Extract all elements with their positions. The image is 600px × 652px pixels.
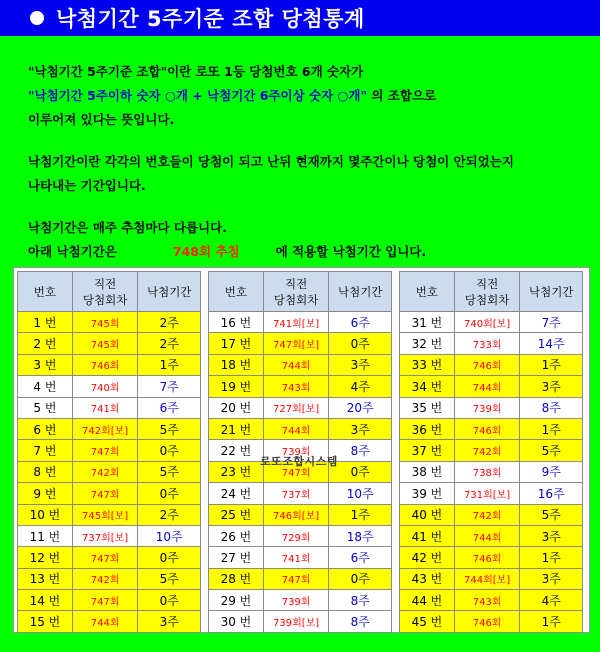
- miss-period-cell: 0주: [138, 547, 201, 568]
- miss-period-cell: 7주: [138, 376, 201, 397]
- last-round-cell: 731회[보]: [454, 483, 520, 504]
- table-row: [400, 590, 583, 611]
- header-last-round: [263, 272, 329, 312]
- stats-table: [13, 267, 590, 633]
- last-round-cell: 740회: [72, 376, 138, 397]
- intro-line-1: "낙첨기간 5주기준 조합"이란 로또 1등 당첨번호 6개 숫자가: [28, 64, 364, 79]
- last-round-cell: 747회: [263, 461, 329, 482]
- table-row: [18, 483, 201, 504]
- number-cell: 12 번: [18, 547, 73, 568]
- number-cell: 2 번: [18, 333, 73, 354]
- last-round-cell: 742회: [72, 461, 138, 482]
- miss-period-cell: 1주: [520, 354, 583, 375]
- number-cell: 5 번: [18, 397, 73, 418]
- last-round-cell: 744회: [72, 611, 138, 632]
- table-row: [400, 376, 583, 397]
- number-cell: 43 번: [400, 568, 455, 589]
- number-cell: 19 번: [209, 376, 264, 397]
- header-miss-period: 낙첨기간: [329, 272, 392, 312]
- last-round-cell: 746회: [72, 354, 138, 375]
- number-cell: 21 번: [209, 418, 264, 439]
- header-last-round-line2: 당첨회차: [273, 292, 319, 307]
- last-round-cell: 742회: [454, 504, 520, 525]
- miss-period-cell: 1주: [520, 418, 583, 439]
- miss-period-cell: 3주: [329, 418, 392, 439]
- last-round-cell: 742회: [72, 568, 138, 589]
- number-cell: 36 번: [400, 418, 455, 439]
- last-round-cell: 744회: [263, 354, 329, 375]
- last-round-cell: 745회: [72, 312, 138, 333]
- table-row: [18, 418, 201, 439]
- miss-period-cell: 1주: [520, 547, 583, 568]
- number-cell: 29 번: [209, 590, 264, 611]
- intro-line-7-suffix: 에 적용할 낙첨기간 입니다.: [275, 244, 427, 259]
- miss-period-cell: 6주: [329, 547, 392, 568]
- last-round-cell: 747회: [72, 547, 138, 568]
- number-cell: 13 번: [18, 568, 73, 589]
- header-last-round-line2: 당첨회차: [82, 292, 128, 307]
- miss-period-cell: 8주: [520, 397, 583, 418]
- number-cell: 7 번: [18, 440, 73, 461]
- number-cell: 37 번: [400, 440, 455, 461]
- number-cell: 14 번: [18, 590, 73, 611]
- number-cell: 25 번: [209, 504, 264, 525]
- table-row: [18, 547, 201, 568]
- table-row: [209, 590, 392, 611]
- number-cell: 28 번: [209, 568, 264, 589]
- last-round-cell: 733회: [454, 333, 520, 354]
- header-miss-period: 낙첨기간: [520, 272, 583, 312]
- number-cell: 34 번: [400, 376, 455, 397]
- miss-period-cell: 3주: [520, 376, 583, 397]
- table-row: [400, 504, 583, 525]
- title-bar: [0, 0, 600, 36]
- miss-period-cell: 1주: [138, 354, 201, 375]
- stats-subtable-2: [208, 271, 392, 633]
- last-round-cell: 739회[보]: [263, 611, 329, 632]
- miss-period-cell: 18주: [329, 525, 392, 546]
- table-row: [18, 440, 201, 461]
- table-row: [400, 568, 583, 589]
- intro-line-7: [28, 240, 588, 264]
- last-round-cell: 739회: [263, 440, 329, 461]
- table-row: [400, 354, 583, 375]
- number-cell: 41 번: [400, 525, 455, 546]
- number-cell: 10 번: [18, 504, 73, 525]
- miss-period-cell: 8주: [329, 590, 392, 611]
- miss-period-cell: 1주: [520, 611, 583, 632]
- table-row: [18, 354, 201, 375]
- number-cell: 40 번: [400, 504, 455, 525]
- last-round-cell: 739회: [454, 397, 520, 418]
- miss-period-cell: 10주: [138, 525, 201, 546]
- last-round-cell: 745회[보]: [72, 504, 138, 525]
- table-row: [400, 525, 583, 546]
- table-row: [400, 483, 583, 504]
- header-last-round-line1: 직전: [94, 276, 117, 291]
- last-round-cell: 744회: [454, 525, 520, 546]
- stats-subtable-1: [17, 271, 201, 633]
- last-round-cell: 747회[보]: [263, 333, 329, 354]
- last-round-cell: 745회: [72, 333, 138, 354]
- table-row: [209, 525, 392, 546]
- table-row: [400, 611, 583, 632]
- table-row: [18, 397, 201, 418]
- intro-line-5: 나타내는 기간입니다.: [28, 178, 146, 193]
- number-cell: 6 번: [18, 418, 73, 439]
- number-cell: 15 번: [18, 611, 73, 632]
- table-row: [18, 590, 201, 611]
- last-round-cell: 737회[보]: [72, 525, 138, 546]
- number-cell: 38 번: [400, 461, 455, 482]
- watermark-text: 로또조합시스템: [260, 455, 338, 468]
- table-row: [209, 483, 392, 504]
- miss-period-cell: 6주: [329, 312, 392, 333]
- table-row: [209, 354, 392, 375]
- number-cell: 18 번: [209, 354, 264, 375]
- last-round-cell: 746회[보]: [263, 504, 329, 525]
- last-round-cell: 747회: [72, 590, 138, 611]
- number-cell: 44 번: [400, 590, 455, 611]
- intro-line-6: 낙첨기간은 매주 추첨마다 다릅니다.: [28, 220, 227, 235]
- table-row: [400, 312, 583, 333]
- miss-period-cell: 0주: [138, 440, 201, 461]
- miss-period-cell: 20주: [329, 397, 392, 418]
- miss-period-cell: 8주: [329, 440, 392, 461]
- intro-line-4: 낙첨기간이란 각각의 번호들이 당첨이 되고 난뒤 현재까지 몇주간이나 당첨이 안되었는지: [28, 154, 514, 169]
- last-round-cell: 743회: [263, 376, 329, 397]
- last-round-cell: 747회: [263, 568, 329, 589]
- table-header-row: [400, 272, 583, 312]
- table-row: [209, 611, 392, 632]
- last-round-cell: 741회: [263, 547, 329, 568]
- number-cell: 45 번: [400, 611, 455, 632]
- table-row: [18, 611, 201, 632]
- number-cell: 23 번: [209, 461, 264, 482]
- header-miss-period: 낙첨기간: [138, 272, 201, 312]
- last-round-cell: 746회: [454, 547, 520, 568]
- table-row: [18, 504, 201, 525]
- last-round-cell: 746회: [454, 354, 520, 375]
- last-round-cell: 744회: [263, 418, 329, 439]
- number-cell: 26 번: [209, 525, 264, 546]
- number-cell: 9 번: [18, 483, 73, 504]
- intro-line-2: [28, 84, 588, 108]
- intro-line-7-prefix: 아래 낙첨기간은: [28, 244, 117, 259]
- miss-period-cell: 16주: [520, 483, 583, 504]
- table-row: [18, 312, 201, 333]
- intro-line-2-suffix: 의 조합으로: [367, 88, 437, 103]
- number-cell: 16 번: [209, 312, 264, 333]
- miss-period-cell: 14주: [520, 333, 583, 354]
- intro-line-3: 이루어져 있다는 뜻입니다.: [28, 112, 175, 127]
- miss-period-cell: 0주: [138, 590, 201, 611]
- miss-period-cell: 2주: [138, 333, 201, 354]
- miss-period-cell: 9주: [520, 461, 583, 482]
- last-round-cell: 742회: [454, 440, 520, 461]
- miss-period-cell: 4주: [329, 376, 392, 397]
- table-row: [18, 376, 201, 397]
- header-last-round: [454, 272, 520, 312]
- miss-period-cell: 4주: [520, 590, 583, 611]
- miss-period-cell: 2주: [138, 312, 201, 333]
- number-cell: 32 번: [400, 333, 455, 354]
- miss-period-cell: 10주: [329, 483, 392, 504]
- table-row: [400, 461, 583, 482]
- miss-period-cell: 3주: [520, 525, 583, 546]
- number-cell: 33 번: [400, 354, 455, 375]
- miss-period-cell: 0주: [329, 333, 392, 354]
- header-number: 번호: [209, 272, 264, 312]
- number-cell: 17 번: [209, 333, 264, 354]
- last-round-cell: 737회: [263, 483, 329, 504]
- number-cell: 1 번: [18, 312, 73, 333]
- number-cell: 8 번: [18, 461, 73, 482]
- table-row: [18, 525, 201, 546]
- last-round-cell: 739회: [263, 590, 329, 611]
- table-row: [400, 547, 583, 568]
- table-row: [400, 333, 583, 354]
- last-round-cell: 727회[보]: [263, 397, 329, 418]
- number-cell: 31 번: [400, 312, 455, 333]
- miss-period-cell: 5주: [520, 504, 583, 525]
- miss-period-cell: 3주: [138, 611, 201, 632]
- number-cell: 22 번: [209, 440, 264, 461]
- miss-period-cell: 6주: [138, 397, 201, 418]
- table-row: [209, 376, 392, 397]
- intro-text: [28, 60, 588, 264]
- last-round-cell: 747회: [72, 440, 138, 461]
- table-row: [400, 418, 583, 439]
- miss-period-cell: 3주: [329, 354, 392, 375]
- miss-period-cell: 5주: [138, 568, 201, 589]
- miss-period-cell: 2주: [138, 504, 201, 525]
- table-row: [209, 397, 392, 418]
- table-row: [209, 312, 392, 333]
- miss-period-cell: 3주: [520, 568, 583, 589]
- table-row: [400, 440, 583, 461]
- table-row: [400, 397, 583, 418]
- last-round-cell: 741회[보]: [263, 312, 329, 333]
- miss-period-cell: 5주: [520, 440, 583, 461]
- header-last-round-line2: 당첨회차: [464, 292, 510, 307]
- table-row: [18, 461, 201, 482]
- header-number: 번호: [400, 272, 455, 312]
- number-cell: 11 번: [18, 525, 73, 546]
- number-cell: 30 번: [209, 611, 264, 632]
- last-round-cell: 740회[보]: [454, 312, 520, 333]
- number-cell: 35 번: [400, 397, 455, 418]
- header-last-round: [72, 272, 138, 312]
- table-row: [209, 547, 392, 568]
- bullet-icon: [30, 11, 44, 25]
- miss-period-cell: 7주: [520, 312, 583, 333]
- number-cell: 27 번: [209, 547, 264, 568]
- last-round-cell: 741회: [72, 397, 138, 418]
- last-round-cell: 747회: [72, 483, 138, 504]
- last-round-cell: 746회: [454, 611, 520, 632]
- table-row: [209, 504, 392, 525]
- table-row: [209, 333, 392, 354]
- table-row: [209, 568, 392, 589]
- draw-round-label: 748회 추첨: [172, 244, 240, 259]
- header-number: 번호: [18, 272, 73, 312]
- table-row: [18, 568, 201, 589]
- number-cell: 20 번: [209, 397, 264, 418]
- table-header-row: [18, 272, 201, 312]
- number-cell: 3 번: [18, 354, 73, 375]
- miss-period-cell: 1주: [329, 504, 392, 525]
- table-header-row: [209, 272, 392, 312]
- miss-period-cell: 5주: [138, 418, 201, 439]
- number-cell: 24 번: [209, 483, 264, 504]
- number-cell: 4 번: [18, 376, 73, 397]
- last-round-cell: 738회: [454, 461, 520, 482]
- last-round-cell: 743회: [454, 590, 520, 611]
- miss-period-cell: 8주: [329, 611, 392, 632]
- last-round-cell: 744회[보]: [454, 568, 520, 589]
- table-row: [18, 333, 201, 354]
- miss-period-cell: 5주: [138, 461, 201, 482]
- intro-combo-quote: "낙첨기간 5주이하 숫자 ○개 + 낙첨기간 6주이상 숫자 ○개": [28, 88, 368, 103]
- header-last-round-line1: 직전: [285, 276, 308, 291]
- number-cell: 42 번: [400, 547, 455, 568]
- number-cell: 39 번: [400, 483, 455, 504]
- table-row: [209, 418, 392, 439]
- last-round-cell: 742회[보]: [72, 418, 138, 439]
- page-title: 낙첨기간 5주기준 조합 당첨통계: [56, 7, 365, 31]
- last-round-cell: 729회: [263, 525, 329, 546]
- miss-period-cell: 0주: [329, 461, 392, 482]
- stats-subtable-3: [399, 271, 583, 633]
- miss-period-cell: 0주: [329, 568, 392, 589]
- header-last-round-line1: 직전: [476, 276, 499, 291]
- last-round-cell: 746회: [454, 418, 520, 439]
- miss-period-cell: 0주: [138, 483, 201, 504]
- last-round-cell: 744회: [454, 376, 520, 397]
